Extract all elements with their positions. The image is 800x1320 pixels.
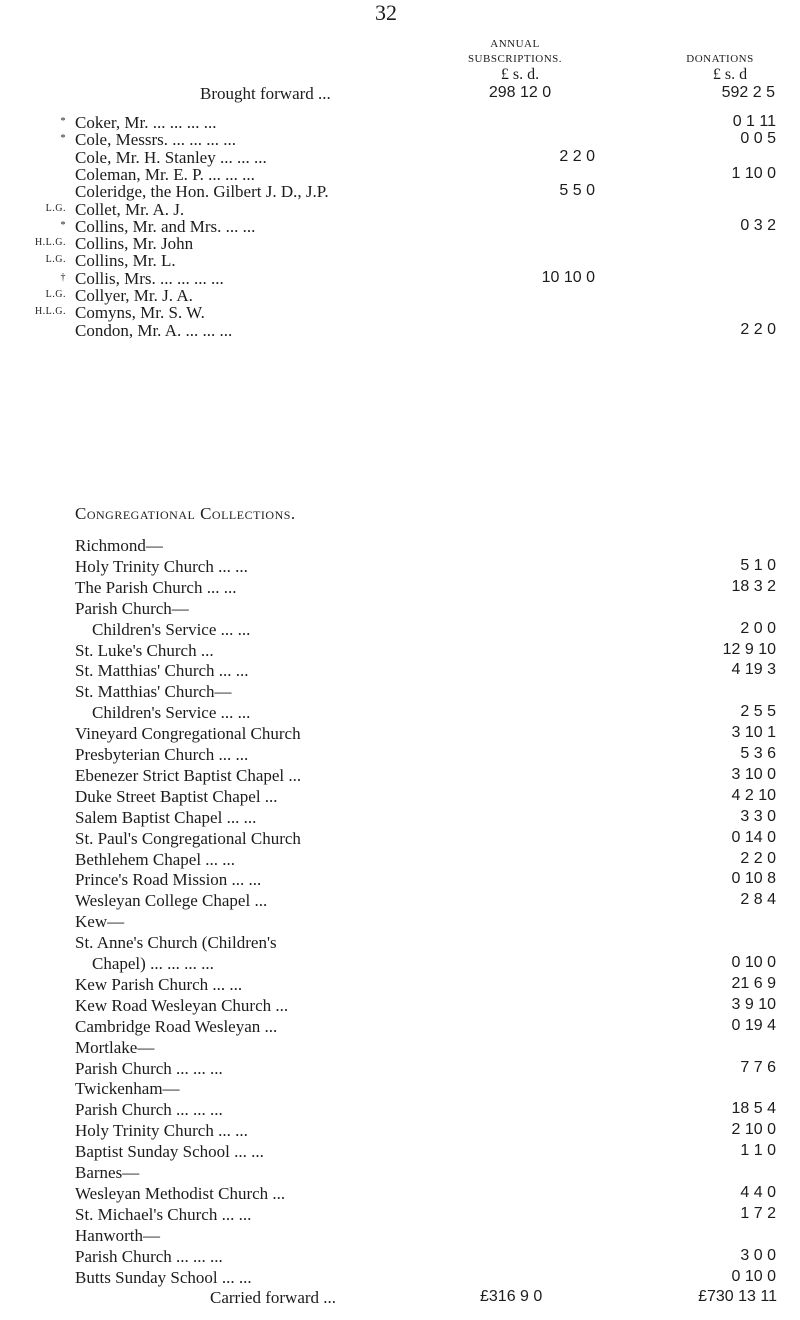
collection-amount: 4 2 10 [731, 786, 776, 804]
entry-donation: 0 0 5 [740, 130, 776, 148]
entry-name: Collins, Mr. L. [75, 251, 176, 271]
collection-amount: 2 5 5 [740, 703, 776, 721]
collection-amount: 2 0 0 [740, 619, 776, 637]
entry-mark: * [60, 133, 66, 145]
entry-donation: 2 2 0 [740, 320, 776, 338]
collection-name: The Parish Church ... ... [75, 577, 237, 597]
collection-name: St. Paul's Congregational Church [75, 828, 301, 848]
collection-amount: 3 10 0 [731, 765, 776, 783]
collection-amount: 7 7 6 [740, 1058, 776, 1076]
collection-amount: 18 3 2 [731, 577, 776, 595]
entry-mark: L.G. [45, 289, 66, 300]
entry-mark: L.G. [45, 254, 66, 266]
collection-name: St. Michael's Church ... ... [75, 1204, 252, 1224]
collection-name: Bethlehem Chapel ... ... [75, 849, 236, 869]
subscriptions-header-line2: SUBSCRIPTIONS. [467, 53, 563, 65]
collection-name: Holy Trinity Church ... ... [75, 1121, 248, 1141]
collection-amount: 3 9 10 [731, 995, 776, 1013]
collection-amount: 2 8 4 [740, 891, 776, 909]
collection-name: Holy Trinity Church ... ... [75, 556, 248, 576]
collection-name: Parish Church ... ... ... [75, 1058, 223, 1078]
entry-name: Collis, Mrs. ... ... ... ... [75, 268, 224, 288]
collections-heading: Congregational Collections. [75, 504, 296, 523]
entry-name: Coleridge, the Hon. Gilbert J. D., J.P. [75, 182, 329, 202]
collection-name: Wesleyan College Chapel ... [75, 891, 268, 911]
collection-amount: 0 14 0 [731, 828, 776, 846]
entry-name: Collyer, Mr. J. A. [75, 286, 193, 305]
entry-mark: * [60, 219, 66, 231]
entry-mark: H.L.G. [34, 306, 66, 318]
entry-subscription: 10 10 0 [541, 268, 595, 286]
collection-name: Ebenezer Strict Baptist Chapel ... [75, 765, 302, 785]
collection-name: Salem Baptist Chapel ... ... [75, 807, 257, 827]
collection-amount: 21 6 9 [731, 974, 776, 992]
collection-name: Butts Sunday School ... ... [75, 1267, 252, 1287]
collection-name: Vineyard Congregational Church [75, 724, 301, 744]
entry-subscription: 2 2 0 [559, 147, 595, 165]
collection-name: Parish Church ... ... ... [75, 1100, 223, 1120]
collection-name: St. Anne's Church (Children's [75, 933, 277, 953]
entry-name: Cole, Mr. H. Stanley ... ... ... [75, 147, 267, 167]
collection-name: Children's Service ... ... [92, 619, 251, 639]
collection-amount: 2 10 0 [731, 1121, 776, 1139]
collection-amount: 12 9 10 [722, 640, 776, 658]
entry-donation: 0 1 11 [732, 113, 776, 130]
collection-amount: 0 10 8 [731, 870, 776, 888]
collection-name: Baptist Sunday School ... ... [75, 1142, 264, 1162]
collection-name: Parish Church ... ... ... [75, 1246, 223, 1266]
carried-forward-donations: £730 13 11 [698, 1288, 777, 1305]
collection-name: St. Luke's Church ... [75, 640, 214, 660]
entry-donation: 0 3 2 [740, 216, 776, 234]
collection-name: Cambridge Road Wesleyan ... [75, 1016, 278, 1036]
collection-amount: 5 3 6 [740, 745, 776, 762]
donations-header: DONATIONS [686, 53, 754, 65]
brought-forward-subscriptions: 298 12 0 [488, 84, 552, 101]
collection-group: Kew— [75, 912, 125, 932]
entry-subscription: 5 5 0 [559, 182, 595, 200]
collection-amount: 18 5 4 [731, 1100, 776, 1118]
collection-amount: 0 19 4 [731, 1016, 776, 1034]
collection-amount: 4 4 0 [740, 1183, 776, 1201]
brought-forward-donations: 592 2 5 [721, 84, 775, 101]
collection-amount: 0 10 0 [731, 1267, 776, 1285]
entry-mark: † [60, 271, 66, 283]
collection-group: Richmond— [75, 536, 163, 555]
entry-name: Cole, Messrs. ... ... ... ... [75, 130, 237, 150]
collection-amount: 1 7 2 [740, 1204, 776, 1222]
entry-name: Comyns, Mr. S. W. [75, 303, 205, 323]
collection-amount: 4 19 3 [731, 661, 776, 679]
collection-amount: 3 3 0 [740, 807, 776, 825]
collection-amount: 5 1 0 [740, 556, 776, 574]
collection-name: Kew Road Wesleyan Church ... [75, 995, 289, 1015]
entry-mark: L.G. [45, 202, 66, 214]
collection-group: Barnes— [75, 1163, 140, 1182]
entry-name: Collins, Mr. and Mrs. ... ... [75, 216, 256, 236]
collection-name: Kew Parish Church ... ... [75, 974, 243, 994]
donations-currency: £ s. d [712, 66, 748, 83]
collection-name: Children's Service ... ... [92, 703, 251, 723]
entry-name: Coker, Mr. ... ... ... ... [75, 113, 217, 132]
collection-amount: 3 0 0 [740, 1246, 776, 1264]
entry-donation: 1 10 0 [731, 164, 776, 182]
collection-amount: 0 10 0 [731, 954, 776, 971]
page-number: 32 [375, 0, 397, 25]
collection-name: Prince's Road Mission ... ... [75, 870, 262, 890]
entry-mark: H.L.G. [34, 237, 66, 249]
collection-name: Duke Street Baptist Chapel ... [75, 786, 278, 806]
entry-name: Collins, Mr. John [75, 234, 194, 254]
entry-name: Collet, Mr. A. J. [75, 199, 185, 219]
collection-group: Mortlake— [75, 1037, 155, 1057]
collection-name: Parish Church— [75, 598, 189, 618]
collection-amount: 3 10 1 [731, 724, 776, 742]
entry-mark: * [60, 116, 66, 127]
collection-amount: 2 2 0 [740, 849, 776, 867]
collection-name: Presbyterian Church ... ... [75, 745, 249, 764]
collection-group: Hanworth— [75, 1225, 160, 1245]
collection-name: Chapel) ... ... ... ... [92, 954, 214, 973]
collection-name: Wesleyan Methodist Church ... [75, 1183, 286, 1203]
subscriptions-header-line1: ANNUAL [490, 38, 540, 50]
collection-name: St. Matthias' Church ... ... [75, 661, 249, 681]
brought-forward-label: Brought forward ... [200, 84, 331, 103]
entry-name: Condon, Mr. A. ... ... ... [75, 320, 233, 340]
collection-group: Twickenham— [75, 1079, 180, 1099]
carried-forward-label: Carried forward ... [210, 1288, 337, 1307]
subscriptions-currency: £ s. d. [500, 66, 540, 83]
collection-amount: 1 1 0 [740, 1142, 776, 1160]
entry-name: Coleman, Mr. E. P. ... ... ... [75, 164, 255, 184]
carried-forward-subscriptions: £316 9 0 [480, 1288, 543, 1305]
collection-name: St. Matthias' Church— [75, 682, 232, 702]
